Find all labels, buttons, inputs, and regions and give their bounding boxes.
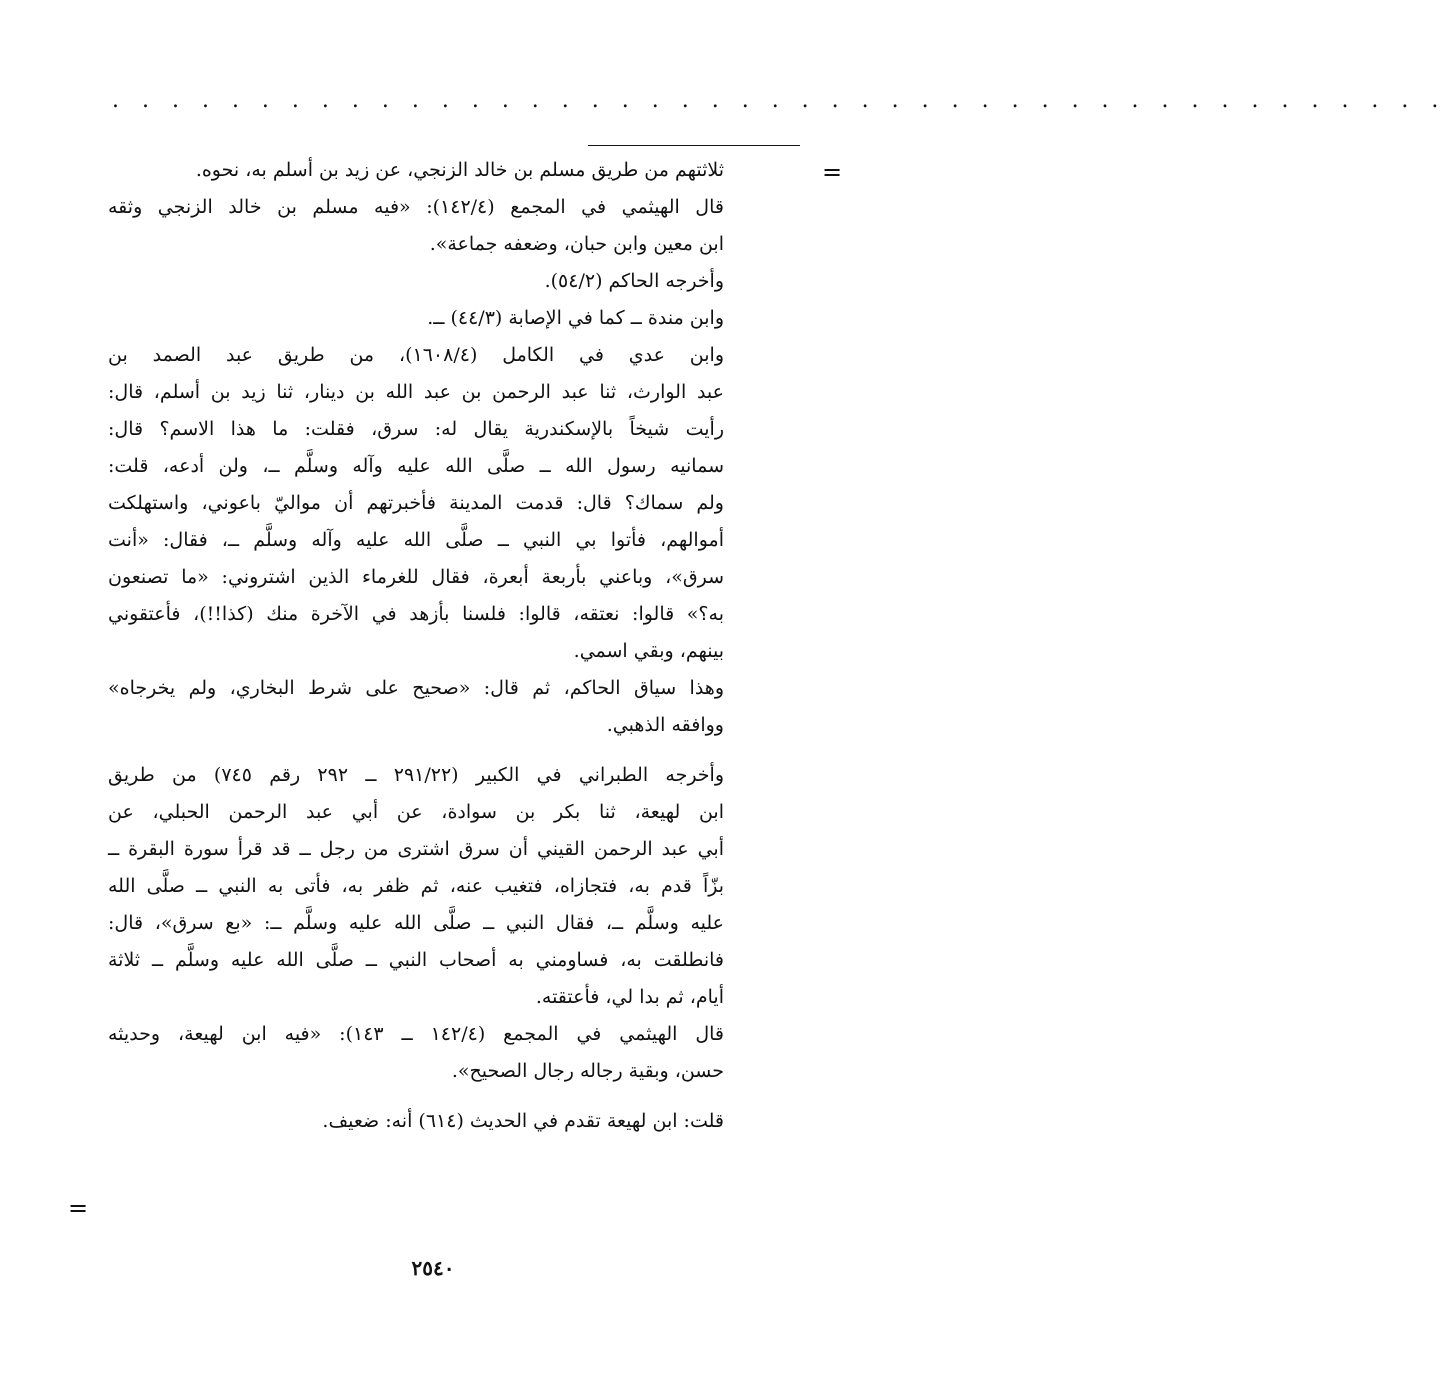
footnote-body xyxy=(108,152,724,1140)
paragraph-gap xyxy=(108,744,724,757)
text-line: أيام، ثم بدا لي، فأعتقته. xyxy=(535,986,724,1008)
text-line: به؟» قالوا: نعتقه، قالوا: فلسنا بأزهد في الآخرة منك (كذا!!)، فأعتقوني xyxy=(108,603,724,625)
text-line: حسن، وبقية رجاله رجال الصحيح». xyxy=(451,1060,724,1082)
text-line: وابن مندة ــ كما في الإصابة (٤٤/٣) ــ. xyxy=(427,307,724,329)
footnote-rule xyxy=(588,145,800,146)
text-line: وابن عدي في الكامل (١٦٠٨/٤)، من طريق عبد الصمد بن xyxy=(108,344,724,366)
text-line: قال الهيثمي في المجمع (١٤٢/٤ ــ ١٤٣): «فيه ابن لهيعة، وحديثه xyxy=(108,1023,724,1045)
separator-dots: . . . . . . . . . . . . . . . . . . . . . . . . . . . . . . . . . . . . . . . . . . . . . xyxy=(112,88,1446,113)
text-line: ابن معين وابن حبان، وضعفه جماعة». xyxy=(429,233,724,255)
text-line: وأخرجه الطبراني في الكبير (٢٩١/٢٢ ــ ٢٩٢ رقم ٧٤٥) من طريق xyxy=(108,764,724,786)
text-line: ووافقه الذهبي. xyxy=(606,714,724,736)
text-line: رأيت شيخاً بالإسكندرية يقال له: سرق، فقلت: ما هذا الاسم؟ قال: xyxy=(108,418,724,440)
text-line: وهذا سياق الحاكم، ثم قال: «صحيح على شرط البخاري، ولم يخرجاه» xyxy=(108,677,724,699)
text-line: قلت: ابن لهيعة تقدم في الحديث (٦١٤) أنه: ضعيف. xyxy=(322,1110,724,1132)
text-line: قال الهيثمي في المجمع (١٤٢/٤): «فيه مسلم بن خالد الزنجي وثقه xyxy=(108,196,724,218)
paragraph-gap xyxy=(108,1090,724,1103)
text-line: فانطلقت به، فساومني به أصحاب النبي ــ صلَّى الله عليه وسلَّم ــ ثلاثة xyxy=(108,949,724,971)
text-line: ولم سماك؟ قال: قدمت المدينة فأخبرتهم أن مواليّ باعوني، واستهلكت xyxy=(108,492,724,514)
continuation-mark-bottom: = xyxy=(68,1194,89,1222)
text-line: عبد الوارث، ثنا عبد الرحمن بن عبد الله بن دينار، ثنا زيد بن أسلم، قال: xyxy=(108,381,724,403)
text-line: وأخرجه الحاكم (٥٤/٢). xyxy=(544,270,724,292)
page-number: ٢٥٤٠ xyxy=(411,1256,455,1280)
text-line: سمانيه رسول الله ــ صلَّى الله عليه وآله وسلَّم ــ، ولن أدعه، قلت: xyxy=(108,455,724,477)
text-line: عليه وسلَّم ــ، فقال النبي ــ صلَّى الله عليه وسلَّم ــ: «بع سرق»، قال: xyxy=(108,912,724,934)
text-line: بينهم، وبقي اسمي. xyxy=(573,640,724,662)
text-line: أبي عبد الرحمن القيني أن سرق اشترى من رجل ــ قد قرأ سورة البقرة ــ xyxy=(108,838,724,860)
text-line: أموالهم، فأتوا بي النبي ــ صلَّى الله عليه وآله وسلَّم ــ، فقال: «أنت xyxy=(108,529,724,551)
text-line: ابن لهيعة، ثنا بكر بن سوادة، عن أبي عبد الرحمن الحبلي، عن xyxy=(108,801,724,823)
continuation-mark-top: = xyxy=(822,158,843,186)
text-line: بزّاً قدم به، فتجازاه، فتغيب عنه، ثم ظفر به، فأتى به النبي ــ صلَّى الله xyxy=(108,875,724,897)
text-line: ثلاثتهم من طريق مسلم بن خالد الزنجي، عن زيد بن أسلم به، نحوه. xyxy=(195,159,724,181)
text-line: سرق»، وباعني بأربعة أبعرة، فقال للغرماء الذين اشتروني: «ما تصنعون xyxy=(108,566,724,588)
